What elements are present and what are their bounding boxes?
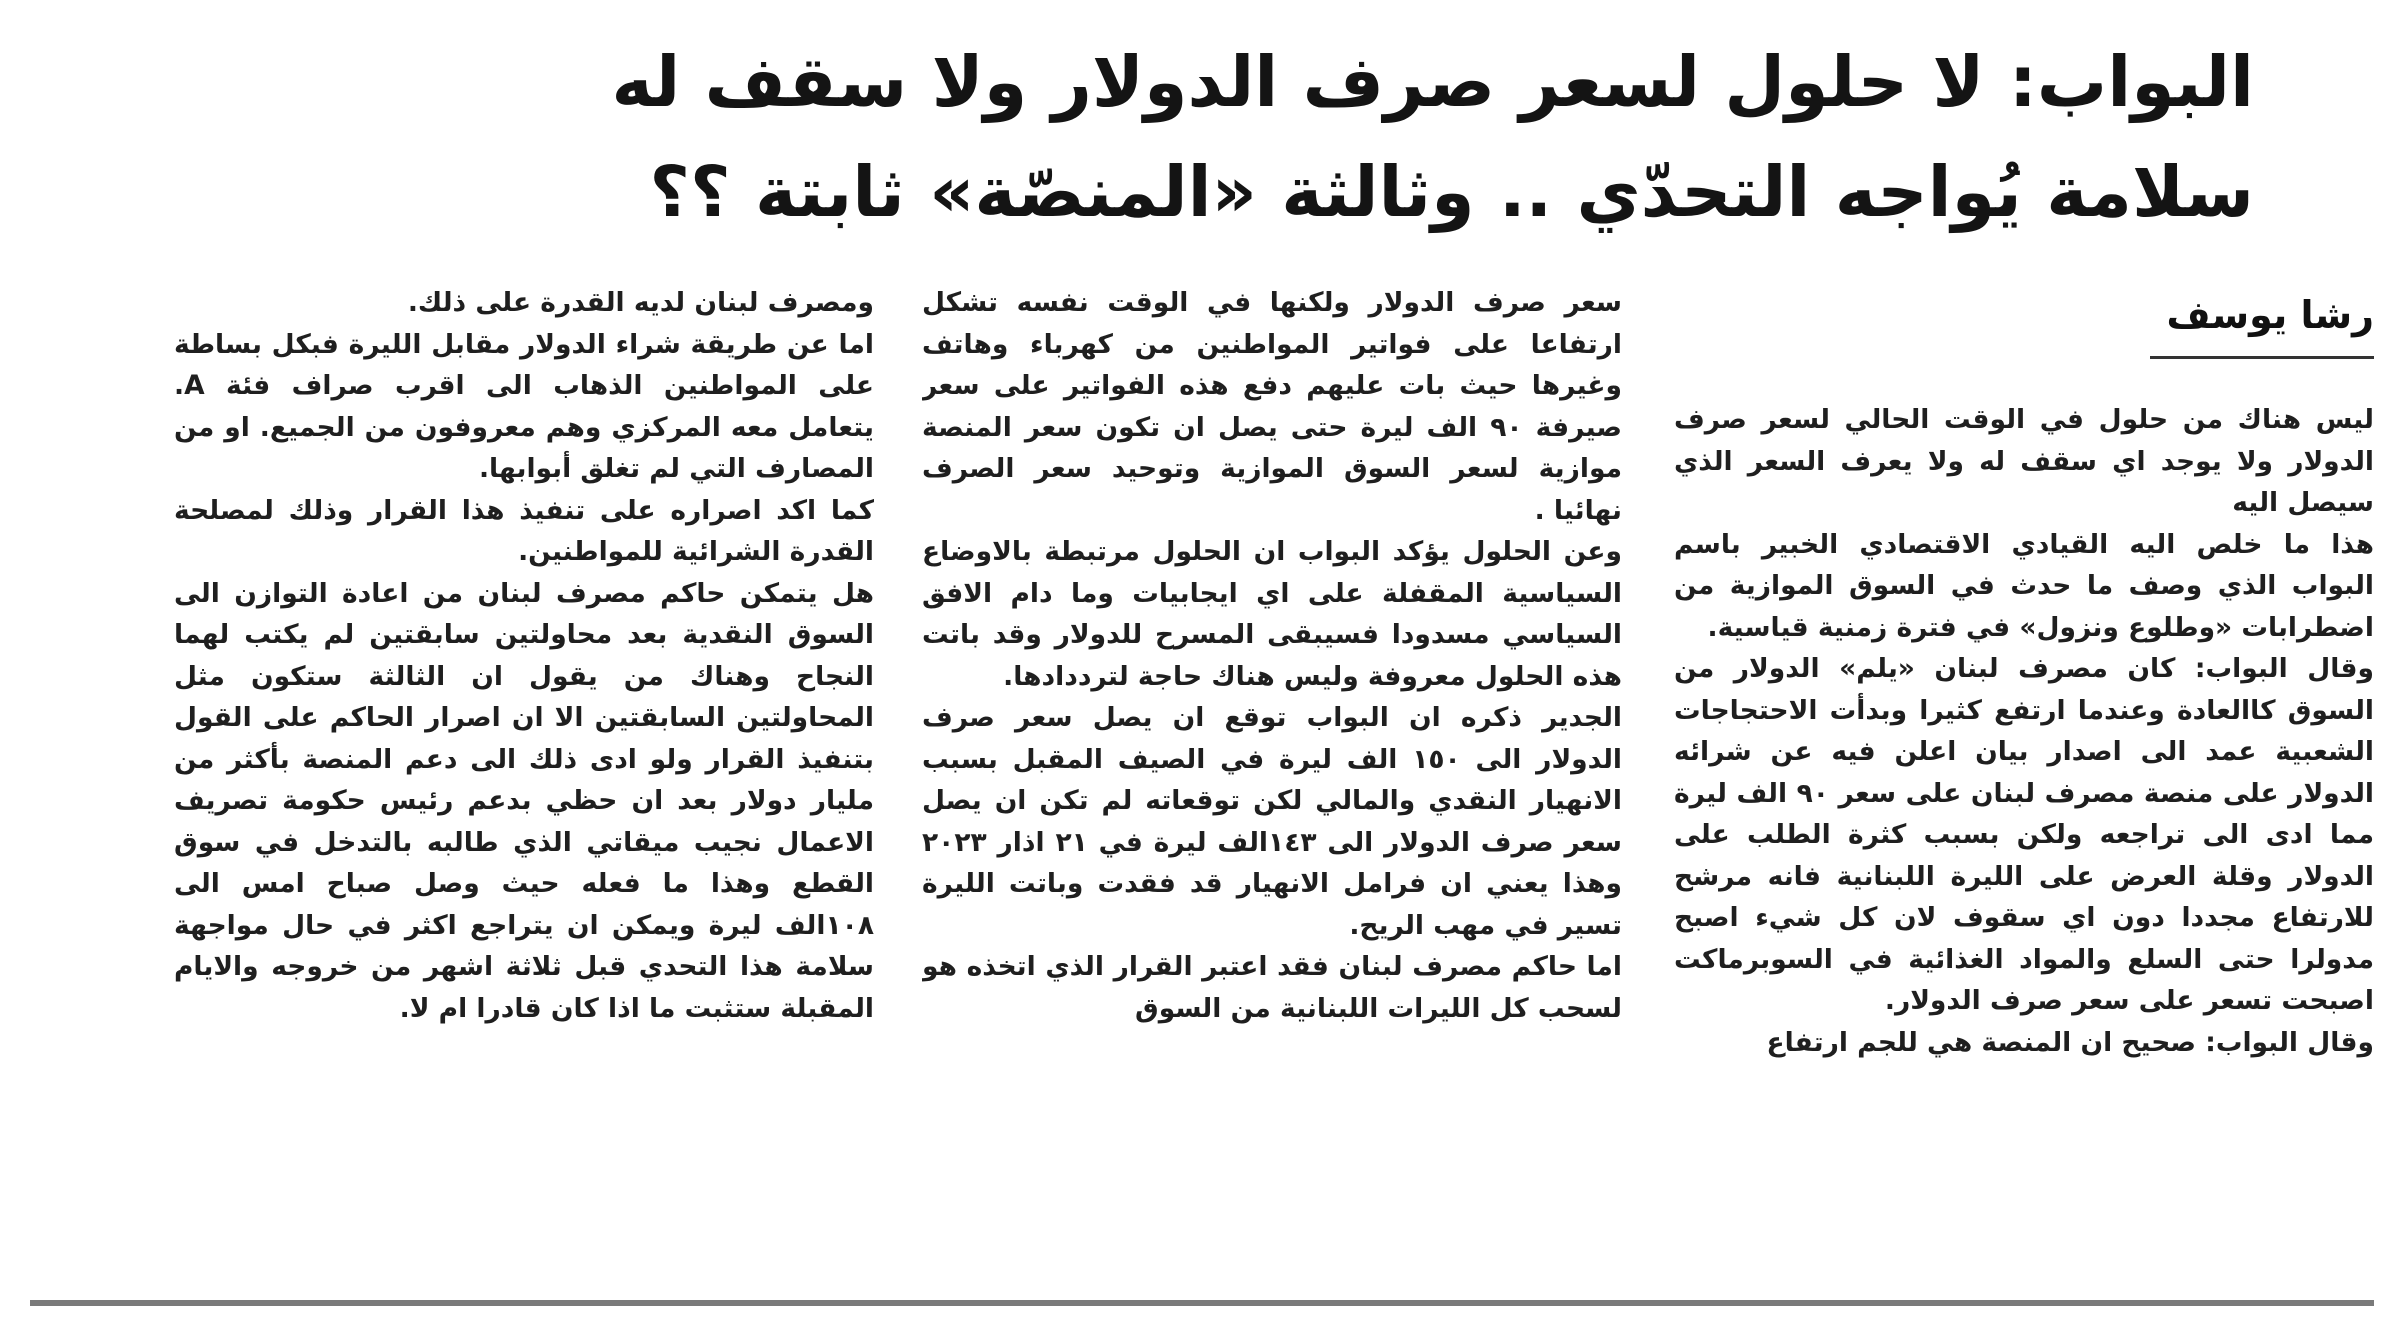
paragraph: ليس هناك من حلول في الوقت الحالي لسعر صرف الدولار ولا يوجد اي سقف له ولا يعرف السعر الذي سيصل اليه xyxy=(1674,404,2374,518)
paragraph: كما اكد اصراره على تنفيذ هذا القرار وذلك لمصلحة القدرة الشرائية للمواطنين. xyxy=(174,494,874,567)
column-1-body xyxy=(1674,399,2374,1063)
article-column-3 xyxy=(174,282,874,1272)
headline-line-2: سلامة يُواجه التحدّي .. وثالثة «المنصّة» ثابتة ؟؟ xyxy=(649,151,2254,233)
paragraph: الجدير ذكره ان البواب توقع ان يصل سعر صرف الدولار الى ١٥٠ الف ليرة في الصيف المقبل بسبب الانهيار النقدي والمالي لكن توقعاته لم تكن ان يصل سعر صرف الدولار الى ١٤٣الف ليرة في ٢١ اذار ٢٠٢٣ وهذا يعني ان فرامل الانهيار قد فقدت وباتت الليرة تسير في مهب الريح. xyxy=(922,702,1622,941)
article-column-2 xyxy=(922,282,1622,1272)
bottom-divider xyxy=(30,1300,2374,1306)
paragraph: وقال البواب: صحيح ان المنصة هي للجم ارتفاع xyxy=(1766,1026,2374,1058)
byline: رشا يوسف xyxy=(2150,292,2374,359)
paragraph: اما حاكم مصرف لبنان فقد اعتبر القرار الذي اتخذه هو لسحب كل الليرات اللبنانية من السوق xyxy=(922,951,1622,1024)
headline-line-1: البواب: لا حلول لسعر صرف الدولار ولا سقف له xyxy=(611,41,2254,123)
paragraph: هذا ما خلص اليه القيادي الاقتصادي الخبير باسم البواب الذي وصف ما حدث في السوق الموازية من اضطرابات «وطلوع ونزول» في فترة زمنية قياسية. xyxy=(1674,528,2374,643)
paragraph: سعر صرف الدولار ولكنها في الوقت نفسه تشكل ارتفاعا على فواتير المواطنين من كهرباء وهاتف وغيرها حيث بات عليهم دفع هذه الفواتير على سعر صيرفة ٩٠ الف ليرة حتى يصل ان تكون سعر المنصة موازية لسعر السوق الموازية وتوحيد سعر الصرف نهائيا . xyxy=(922,287,1622,526)
paragraph: ومصرف لبنان لديه القدرة على ذلك. xyxy=(407,287,874,318)
paragraph: اما عن طريقة شراء الدولار مقابل الليرة فبكل بساطة على المواطنين الذهاب الى اقرب صراف فئة A. يتعامل معه المركزي وهم معروفون من الجميع. او من المصارف التي لم تغلق أبوابها. xyxy=(174,328,874,484)
paragraph: وقال البواب: كان مصرف لبنان «يلم» الدولار من السوق كاالعادة وعندما ارتفع كثيرا وبدأت الاحتجاجات الشعبية عمد الى اصدار بيان اعلن فيه عن شرائه الدولار على منصة مصرف لبنان على سعر ٩٠ الف ليرة مما ادى الى تراجعه ولكن بسبب كثرة الطلب على الدولار وقلة العرض على الليرة اللبنانية فانه مرشح للارتفاع مجددا دون اي سقوف لان كل شيء اصبح مدولرا حتى السلع والمواد الغذائية في السوبرماكت اصبحت تسعر على سعر صرف الدولار. xyxy=(1674,653,2374,1016)
paragraph: هل يتمكن حاكم مصرف لبنان من اعادة التوازن الى السوق النقدية بعد محاولتين سابقتين لم يكتب لهما النجاح وهناك من يقول ان الثالثة ستكون مثل المحاولتين السابقتين الا ان اصرار الحاكم على القول بتنفيذ القرار ولو ادى ذلك الى دعم المنصة بأكثر من مليار دولار بعد ان حظي بدعم رئيس حكومة تصريف الاعمال نجيب ميقاتي الذي طالبه بالتدخل في سوق القطع وهذا ما فعله حيث وصل صباح امس الى ١٠٨الف ليرة ويمكن ان يتراجع اكثر في حال مواجهة سلامة هذا التحدي قبل ثلاثة اشهر من خروجه والايام المقبلة ستثبت ما اذا كان قادرا ام لا. xyxy=(174,577,874,1024)
article-column-1 xyxy=(1674,282,2374,1272)
paragraph: وعن الحلول يؤكد البواب ان الحلول مرتبطة بالاوضاع السياسية المقفلة على اي ايجابيات وما دام الافق السياسي مسدودا فسيبقى المسرح للدولار وقد باتت هذه الحلول معروفة وليس هناك حاجة لترددادها. xyxy=(922,536,1622,692)
